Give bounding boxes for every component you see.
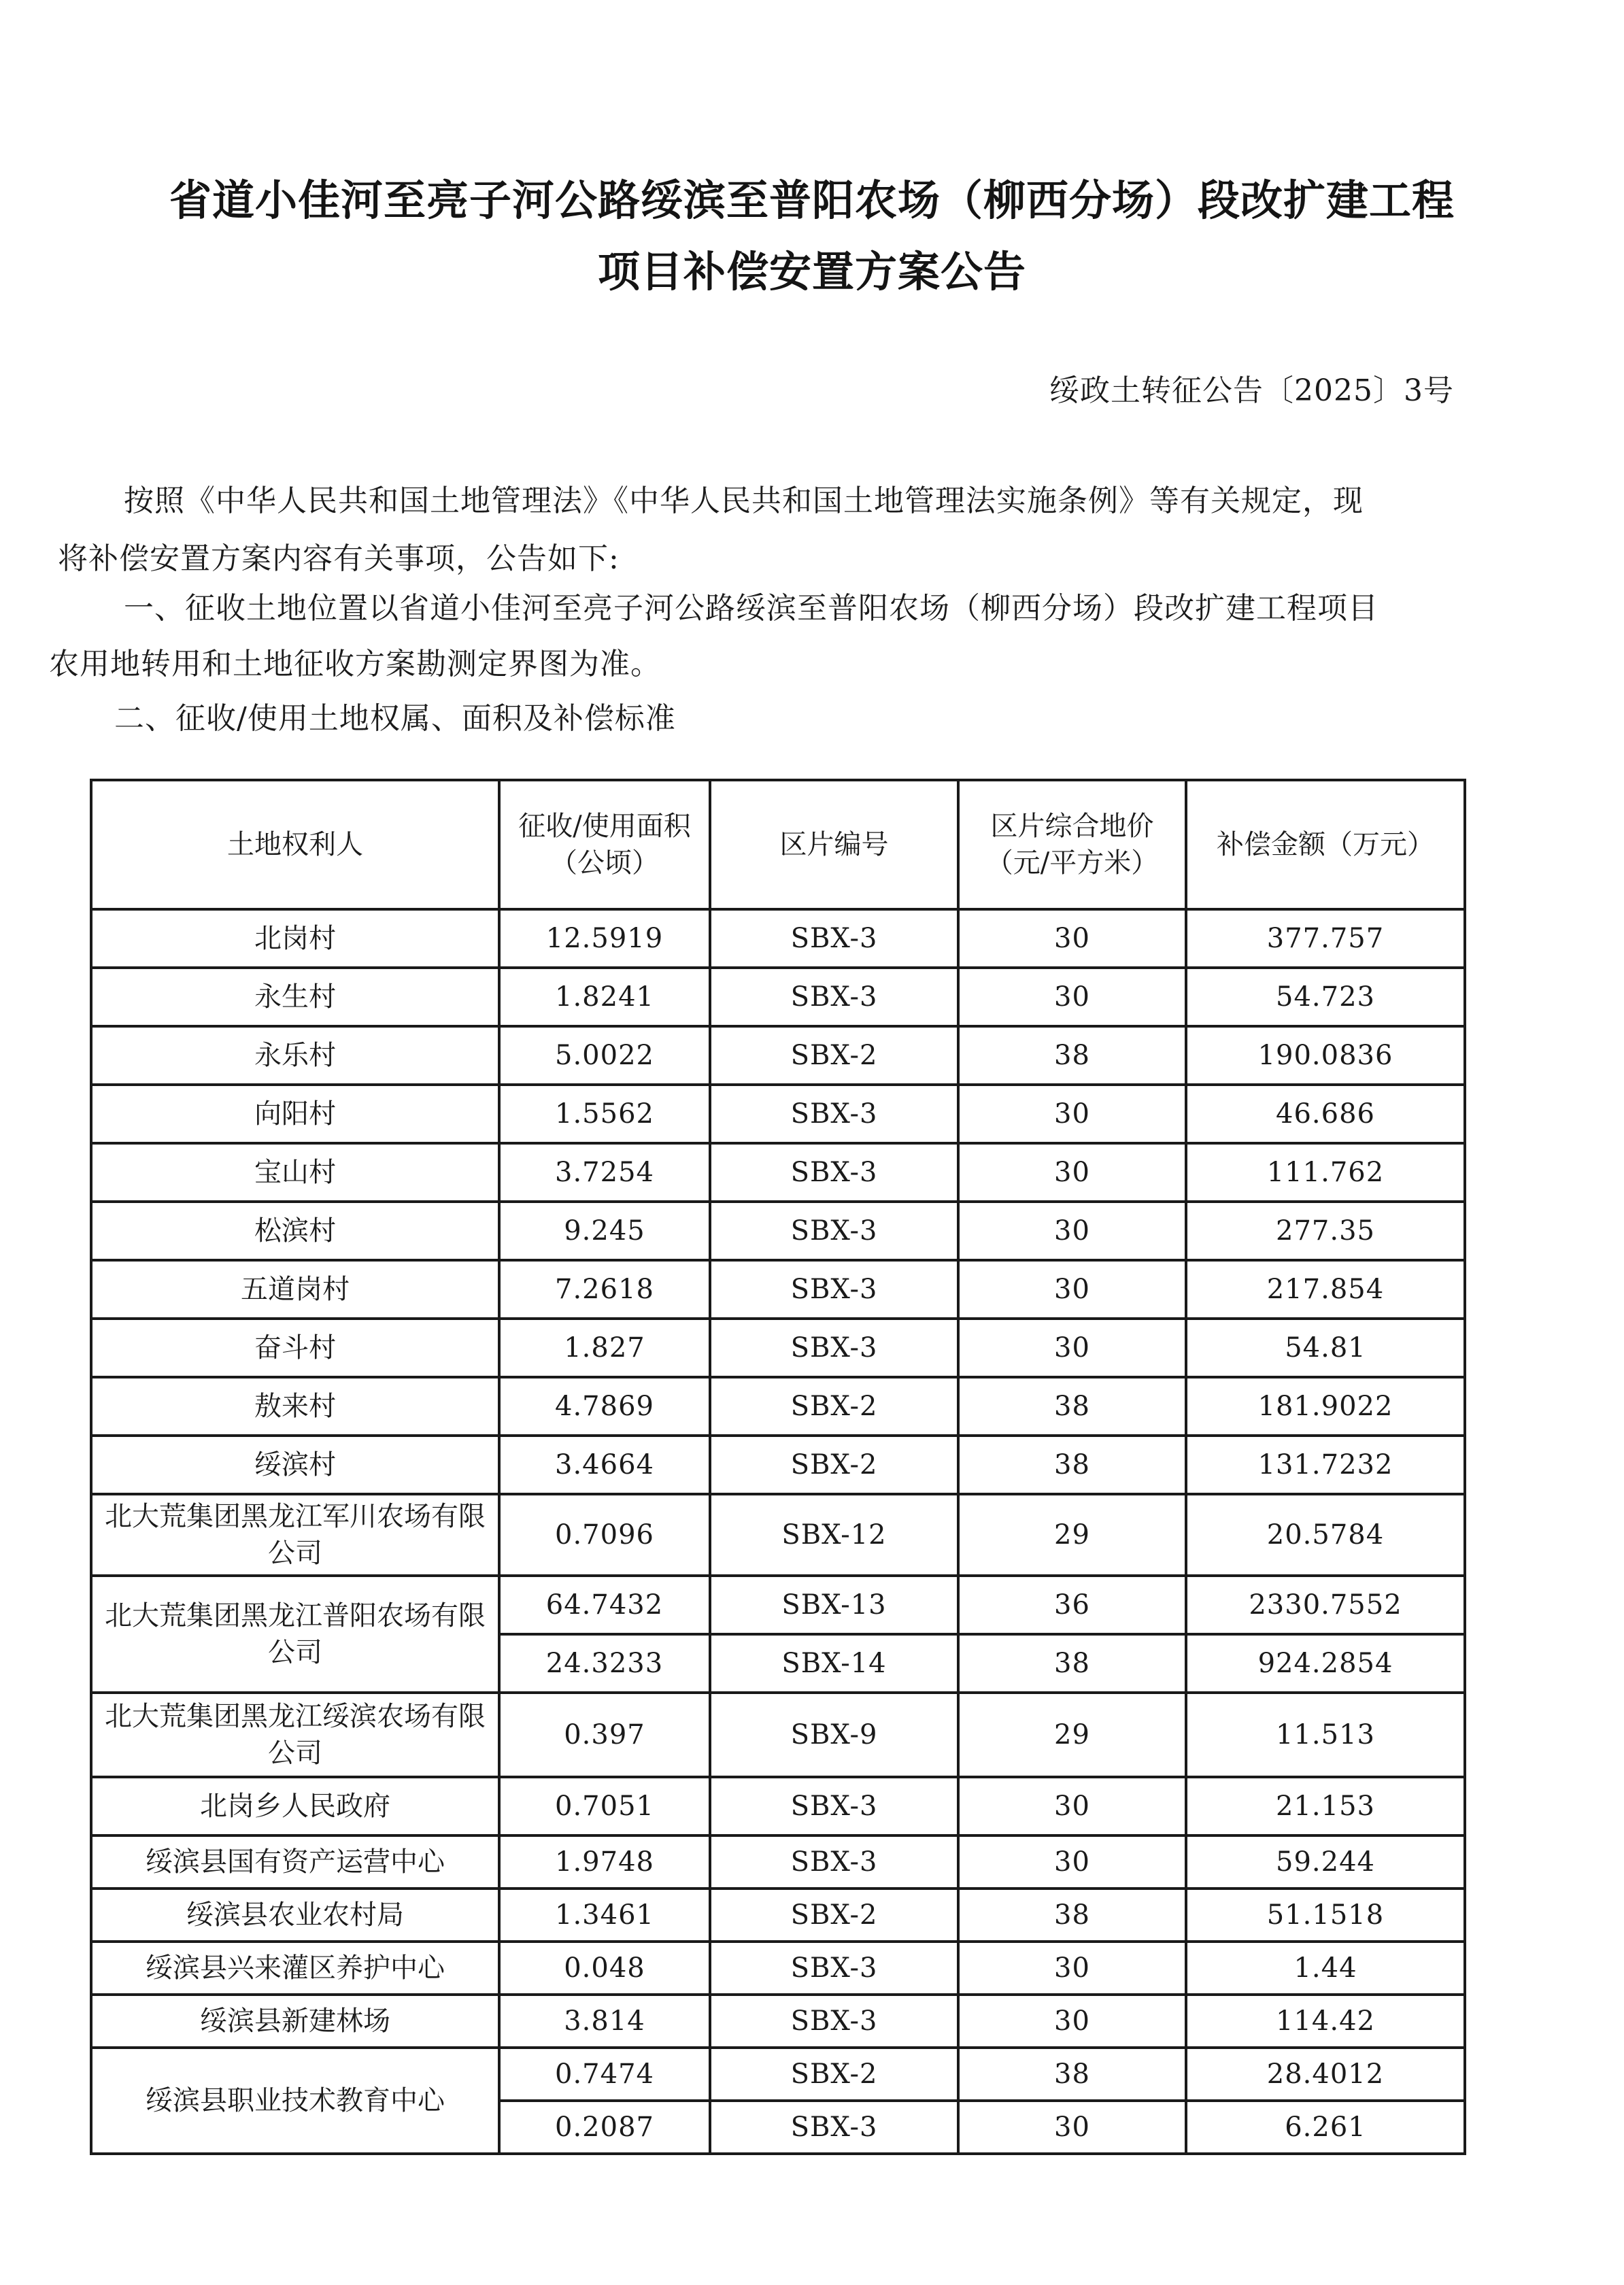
area-cell: 7.2618 [499,1260,710,1319]
table-row [91,1835,1465,1889]
table-row [91,1942,1465,1995]
owner-cell: 北大荒集团黑龙江绥滨农场有限公司 [91,1693,499,1777]
owner-cell: 绥滨县职业技术教育中心 [91,2048,499,2154]
owner-cell: 永生村 [91,968,499,1026]
zone-cell: SBX-2 [710,1026,958,1085]
notice-title-line1: 省道小佳河至亮子河公路绥滨至普阳农场（柳西分场）段改扩建工程 [169,175,1455,225]
zone-cell: SBX-3 [710,1995,958,2048]
owner-cell: 绥滨县兴来灌区养护中心 [91,1942,499,1995]
area-cell: 0.397 [499,1693,710,1777]
zone-cell: SBX-3 [710,968,958,1026]
area-cell: 1.827 [499,1319,710,1377]
table-row [91,1576,1465,1634]
amount-cell: 277.35 [1186,1202,1465,1260]
intro-paragraph-line2: 将补偿安置方案内容有关事项，公告如下: [58,541,620,576]
table-row [91,1777,1465,1835]
area-cell: 3.4664 [499,1436,710,1494]
amount-cell: 59.244 [1186,1835,1465,1889]
amount-cell: 11.513 [1186,1693,1465,1777]
owner-cell: 五道岗村 [91,1260,499,1319]
price-cell: 30 [958,2101,1186,2154]
amount-cell: 217.854 [1186,1260,1465,1319]
owner-cell: 绥滨县国有资产运营中心 [91,1835,499,1889]
zone-cell: SBX-3 [710,1942,958,1995]
zone-cell: SBX-2 [710,1436,958,1494]
owner-cell: 绥滨村 [91,1436,499,1494]
owner-cell: 绥滨县新建林场 [91,1995,499,2048]
area-cell: 0.7096 [499,1494,710,1576]
price-cell: 38 [958,1436,1186,1494]
zone-cell: SBX-3 [710,1143,958,1202]
amount-cell: 54.723 [1186,968,1465,1026]
zone-cell: SBX-12 [710,1494,958,1576]
amount-cell: 28.4012 [1186,2048,1465,2101]
table-row [91,1889,1465,1942]
amount-cell: 111.762 [1186,1143,1465,1202]
amount-cell: 181.9022 [1186,1377,1465,1436]
amount-cell: 1.44 [1186,1942,1465,1995]
table-row [91,1995,1465,2048]
owner-cell: 北大荒集团黑龙江军川农场有限公司 [91,1494,499,1576]
owner-cell: 向阳村 [91,1085,499,1143]
zone-cell: SBX-3 [710,1835,958,1889]
table-row [91,1260,1465,1319]
amount-cell: 46.686 [1186,1085,1465,1143]
document-number: 绥政土转征公告〔2025〕3号 [1049,373,1454,408]
price-cell: 30 [958,1260,1186,1319]
price-cell: 38 [958,1377,1186,1436]
price-cell: 38 [958,1026,1186,1085]
table-row [91,1494,1465,1576]
table-row [91,1436,1465,1494]
item1-paragraph-line2: 农用地转用和土地征收方案勘测定界图为准。 [49,647,661,681]
price-cell: 30 [958,1777,1186,1835]
zone-cell: SBX-2 [710,1889,958,1942]
amount-cell: 20.5784 [1186,1494,1465,1576]
owner-cell: 北岗村 [91,909,499,968]
price-cell: 30 [958,1319,1186,1377]
amount-cell: 2330.7552 [1186,1576,1465,1634]
zone-cell: SBX-3 [710,1777,958,1835]
zone-cell: SBX-2 [710,2048,958,2101]
amount-cell: 6.261 [1186,2101,1465,2154]
zone-cell: SBX-3 [710,1319,958,1377]
amount-cell: 131.7232 [1186,1436,1465,1494]
table-row [91,1143,1465,1202]
amount-cell: 21.153 [1186,1777,1465,1835]
area-cell: 4.7869 [499,1377,710,1436]
price-cell: 38 [958,1889,1186,1942]
table-row [91,1085,1465,1143]
area-cell: 1.8241 [499,968,710,1026]
zone-cell: SBX-13 [710,1576,958,1634]
area-cell: 0.2087 [499,2101,710,2154]
item2-heading: 二、征收/使用土地权属、面积及补偿标准 [114,701,676,736]
price-cell: 36 [958,1576,1186,1634]
zone-cell: SBX-9 [710,1693,958,1777]
area-cell: 64.7432 [499,1576,710,1634]
zone-cell: SBX-3 [710,1202,958,1260]
amount-cell: 54.81 [1186,1319,1465,1377]
owner-cell: 松滨村 [91,1202,499,1260]
area-cell: 0.7474 [499,2048,710,2101]
owner-cell: 奋斗村 [91,1319,499,1377]
table-row [91,968,1465,1026]
header-price: 区片综合地价（元/平方米） [958,780,1186,909]
owner-cell: 绥滨县农业农村局 [91,1889,499,1942]
amount-cell: 924.2854 [1186,1634,1465,1693]
header-area: 征收/使用面积（公顷） [499,780,710,909]
area-cell: 5.0022 [499,1026,710,1085]
price-cell: 30 [958,1202,1186,1260]
amount-cell: 377.757 [1186,909,1465,968]
header-zone: 区片编号 [710,780,958,909]
header-amount: 补偿金额（万元） [1186,780,1465,909]
area-cell: 0.7051 [499,1777,710,1835]
price-cell: 30 [958,1995,1186,2048]
price-cell: 30 [958,968,1186,1026]
notice-title-line2: 项目补偿安置方案公告 [597,247,1026,297]
area-cell: 3.7254 [499,1143,710,1202]
zone-cell: SBX-3 [710,1260,958,1319]
price-cell: 30 [958,1835,1186,1889]
zone-cell: SBX-3 [710,1085,958,1143]
table-row [91,1377,1465,1436]
price-cell: 29 [958,1494,1186,1576]
item1-paragraph-line1: 一、征收土地位置以省道小佳河至亮子河公路绥滨至普阳农场（柳西分场）段改扩建工程项目 [124,591,1378,626]
price-cell: 38 [958,1634,1186,1693]
table-row [91,1202,1465,1260]
area-cell: 1.9748 [499,1835,710,1889]
price-cell: 30 [958,1085,1186,1143]
price-cell: 30 [958,1143,1186,1202]
area-cell: 1.5562 [499,1085,710,1143]
amount-cell: 190.0836 [1186,1026,1465,1085]
area-cell: 1.3461 [499,1889,710,1942]
table-row [91,1693,1465,1777]
amount-cell: 51.1518 [1186,1889,1465,1942]
table-row [91,909,1465,968]
owner-cell: 永乐村 [91,1026,499,1085]
table-row [91,2048,1465,2101]
owner-cell: 北大荒集团黑龙江普阳农场有限公司 [91,1576,499,1693]
area-cell: 0.048 [499,1942,710,1995]
amount-cell: 114.42 [1186,1995,1465,2048]
area-cell: 9.245 [499,1202,710,1260]
zone-cell: SBX-14 [710,1634,958,1693]
zone-cell: SBX-2 [710,1377,958,1436]
price-cell: 29 [958,1693,1186,1777]
zone-cell: SBX-3 [710,909,958,968]
area-cell: 3.814 [499,1995,710,2048]
owner-cell: 敖来村 [91,1377,499,1436]
owner-cell: 宝山村 [91,1143,499,1202]
compensation-table [90,779,1466,2155]
header-owner: 土地权利人 [91,780,499,909]
table-header-row [91,780,1465,909]
area-cell: 24.3233 [499,1634,710,1693]
price-cell: 38 [958,2048,1186,2101]
price-cell: 30 [958,909,1186,968]
owner-cell: 北岗乡人民政府 [91,1777,499,1835]
price-cell: 30 [958,1942,1186,1995]
zone-cell: SBX-3 [710,2101,958,2154]
area-cell: 12.5919 [499,909,710,968]
table-row [91,1026,1465,1085]
table-row [91,1319,1465,1377]
intro-paragraph-line1: 按照《中华人民共和国土地管理法》《中华人民共和国土地管理法实施条例》等有关规定，现 [124,484,1364,518]
